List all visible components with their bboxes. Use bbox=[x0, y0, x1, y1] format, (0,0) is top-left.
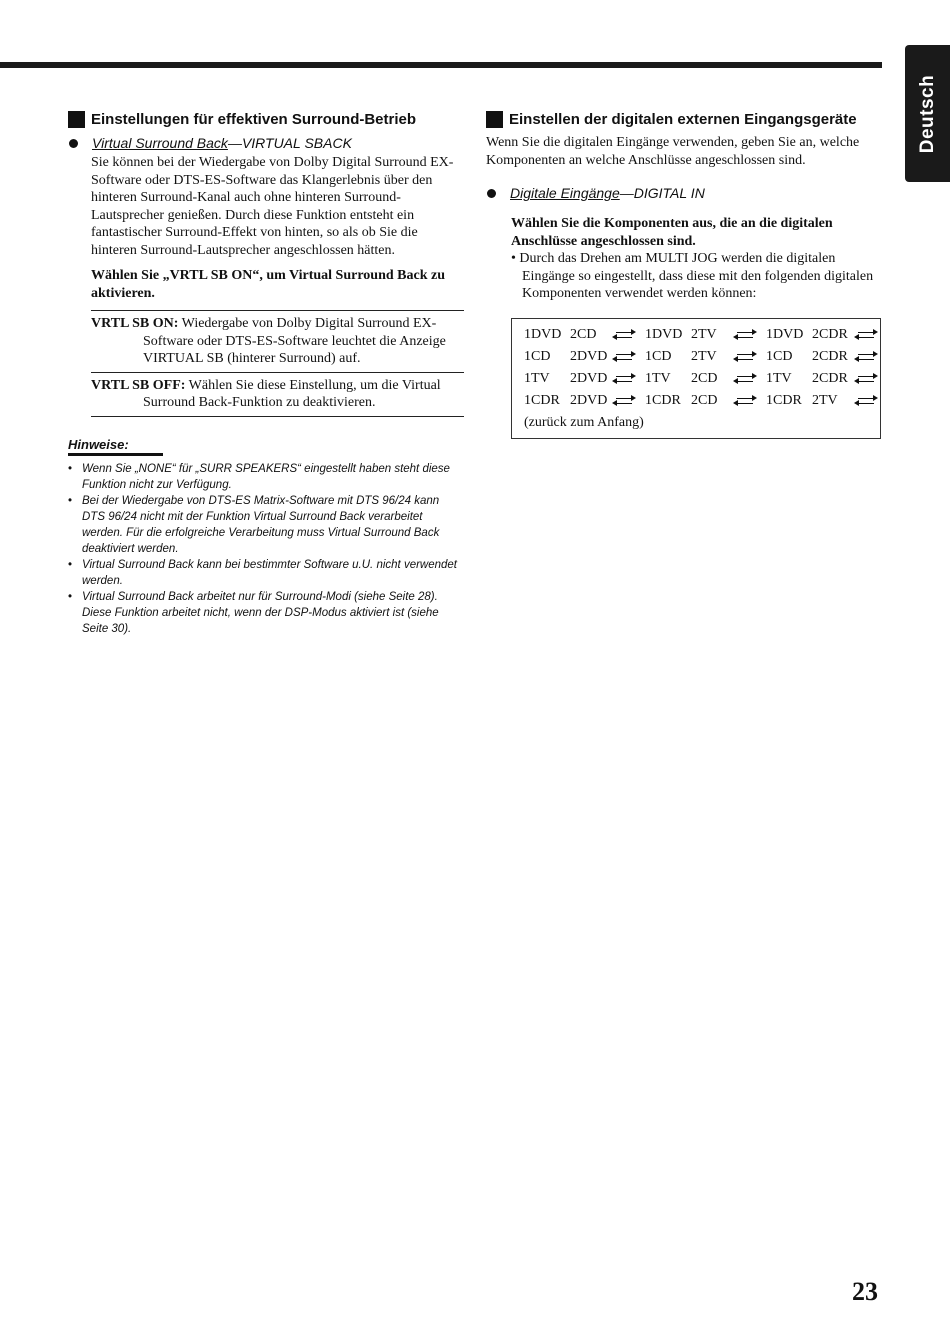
cycle-item-2: 2TV bbox=[691, 348, 717, 364]
cycle-item-2: 2TV bbox=[691, 326, 717, 342]
cycle-box bbox=[511, 318, 881, 439]
subsection-title-rest: —DIGITAL IN bbox=[619, 185, 705, 201]
cycle-step bbox=[633, 349, 754, 365]
right-column bbox=[486, 110, 882, 439]
option-text: Wiedergabe von Dolby Digital Surround EX-Software oder DTS-ES-Software leuchtet die Anzeige VIRTUAL SB (hinterer Surround) auf. bbox=[143, 316, 446, 366]
cycle-item-1: 1CDR bbox=[645, 392, 681, 408]
cycle-step bbox=[754, 349, 875, 365]
cycle-row bbox=[512, 324, 880, 346]
language-tab-label: Deutsch bbox=[916, 74, 938, 153]
note-item: • Bei der Wiedergabe von DTS-ES Matrix-Software mit DTS 96/24 kann DTS 96/24 nicht mit der Funktion Virtual Surround Back verarbeitet werden. Für die erfolgreiche Verarbeitung muss Virtual Surround Back deaktiviert werden. bbox=[68, 493, 464, 557]
option-text: Wählen Sie diese Einstellung, um die Virtual Surround Back-Funktion zu deaktivieren. bbox=[143, 377, 441, 410]
cycle-arrow-icon bbox=[615, 329, 633, 341]
header-rule bbox=[0, 62, 882, 68]
instruction-text: Wählen Sie die Komponenten aus, die an die digitalen Anschlüsse angeschlossen sind. bbox=[511, 216, 833, 249]
cycle-step bbox=[512, 371, 633, 387]
cycle-item-1: 1CD bbox=[766, 348, 793, 364]
cycle-step bbox=[633, 393, 754, 409]
bullet-dot-icon bbox=[487, 189, 496, 198]
cycle-back-note: (zurück zum Anfang) bbox=[524, 414, 644, 430]
cycle-arrow-icon bbox=[736, 351, 754, 363]
page-number: 23 bbox=[852, 1277, 878, 1306]
cycle-item-1: 1DVD bbox=[766, 326, 804, 342]
note-item: • Virtual Surround Back kann bei bestimmter Software u.U. nicht verwendet werden. bbox=[68, 557, 464, 589]
cycle-item-1: 1CDR bbox=[766, 392, 802, 408]
option-list bbox=[91, 310, 464, 417]
note-item: • Virtual Surround Back arbeitet nur für Surround-Modi (siehe Seite 28). Diese Funktion arbeitet nicht, wenn der DSP-Modus aktiviert ist (siehe Seite 30). bbox=[68, 589, 464, 637]
section-title: Einstellungen für effektiven Surround-Betrieb bbox=[91, 111, 417, 128]
notes-list bbox=[68, 461, 464, 637]
cycle-arrow-icon bbox=[615, 395, 633, 407]
cycle-step bbox=[633, 371, 754, 387]
cycle-item-2: 2CDR bbox=[812, 370, 848, 386]
notes-heading: Hinweise: bbox=[68, 437, 163, 456]
subsection-title-main: Virtual Surround Back bbox=[92, 135, 228, 151]
cycle-item-1: 1TV bbox=[766, 370, 792, 386]
cycle-item-2: 2CDR bbox=[812, 348, 848, 364]
subsection-heading-digital-in bbox=[486, 185, 882, 201]
cycle-arrow-icon bbox=[857, 395, 875, 407]
cycle-step bbox=[754, 327, 875, 343]
cycle-item-1: 1CD bbox=[524, 348, 551, 364]
bullet-text: Durch das Drehen am MULTI JOG werden die digitalen Eingänge so eingestellt, dass diese mit den folgenden digitalen Komponenten verwendet werden können: bbox=[519, 251, 874, 301]
cycle-item-2: 2CD bbox=[570, 326, 597, 342]
note-item: • Wenn Sie „NONE“ für „SURR SPEAKERS“ eingestellt haben steht diese Funktion nicht zur Verfügung. bbox=[68, 461, 464, 493]
cycle-item-2: 2DVD bbox=[570, 370, 608, 386]
subsection-title-rest: —VIRTUAL SBACK bbox=[227, 135, 352, 151]
option-vrtl-sb-on bbox=[91, 310, 464, 372]
cycle-arrow-icon bbox=[857, 329, 875, 341]
cycle-arrow-icon bbox=[857, 351, 875, 363]
cycle-item-1: 1DVD bbox=[524, 326, 562, 342]
intro-paragraph: Sie können bei der Wiedergabe von Dolby Digital Surround EX-Software oder DTS-ES-Software das Klangerlebnis über den hinteren Surround-Kanal auch ohne hinteren Surround-Lautsprecher genießen. Durch diese Funktion entsteht ein fantastischer Surround-Effekt von hinten, so als ob Sie die hinteren Surround-Lautsprecher angeschlossen hätten. bbox=[91, 155, 454, 258]
cycle-item-2: 2CDR bbox=[812, 326, 848, 342]
instruction-text: Wählen Sie „VRTL SB ON“, um Virtual Surround Back zu aktivieren. bbox=[91, 268, 445, 301]
cycle-row bbox=[512, 390, 880, 412]
option-key: VRTL SB OFF: bbox=[91, 377, 186, 393]
subsection-heading-virtual-sback bbox=[68, 135, 464, 151]
cycle-item-2: 2CD bbox=[691, 370, 718, 386]
section-heading-surround bbox=[68, 110, 464, 129]
left-column bbox=[68, 110, 464, 637]
subsection-title-main: Digitale Eingänge bbox=[510, 185, 620, 201]
cycle-item-2: 2DVD bbox=[570, 348, 608, 364]
cycle-item-1: 1CD bbox=[645, 348, 672, 364]
cycle-step bbox=[754, 371, 875, 387]
section-square-icon bbox=[486, 111, 503, 128]
option-key: VRTL SB ON: bbox=[91, 316, 179, 331]
cycle-arrow-icon bbox=[736, 395, 754, 407]
cycle-item-1: 1CDR bbox=[524, 392, 560, 408]
cycle-step bbox=[633, 327, 754, 343]
cycle-step bbox=[512, 327, 633, 343]
cycle-row bbox=[512, 346, 880, 368]
cycle-step bbox=[754, 393, 875, 409]
cycle-item-2: 2CD bbox=[691, 392, 718, 408]
intro-paragraph: Wenn Sie die digitalen Eingänge verwenden, geben Sie an, welche Komponenten an welche Anschlüsse angeschlossen sind. bbox=[486, 135, 860, 168]
cycle-item-1: 1TV bbox=[645, 370, 671, 386]
cycle-arrow-icon bbox=[736, 373, 754, 385]
option-vrtl-sb-off bbox=[91, 372, 464, 417]
section-heading-digital-inputs bbox=[486, 110, 882, 129]
cycle-step bbox=[512, 393, 633, 409]
section-title: Einstellen der digitalen externen Eingangsgeräte bbox=[509, 111, 857, 128]
bullet-glyph: • bbox=[511, 251, 520, 266]
cycle-arrow-icon bbox=[615, 373, 633, 385]
cycle-item-1: 1DVD bbox=[645, 326, 683, 342]
cycle-item-2: 2DVD bbox=[570, 392, 608, 408]
language-tab bbox=[905, 45, 950, 182]
cycle-arrow-icon bbox=[615, 351, 633, 363]
bullet-paragraph bbox=[486, 250, 882, 303]
section-square-icon bbox=[68, 111, 85, 128]
cycle-arrow-icon bbox=[857, 373, 875, 385]
bullet-dot-icon bbox=[69, 139, 78, 148]
cycle-row bbox=[512, 368, 880, 390]
cycle-item-2: 2TV bbox=[812, 392, 838, 408]
cycle-arrow-icon bbox=[736, 329, 754, 341]
cycle-step bbox=[512, 349, 633, 365]
cycle-item-1: 1TV bbox=[524, 370, 550, 386]
